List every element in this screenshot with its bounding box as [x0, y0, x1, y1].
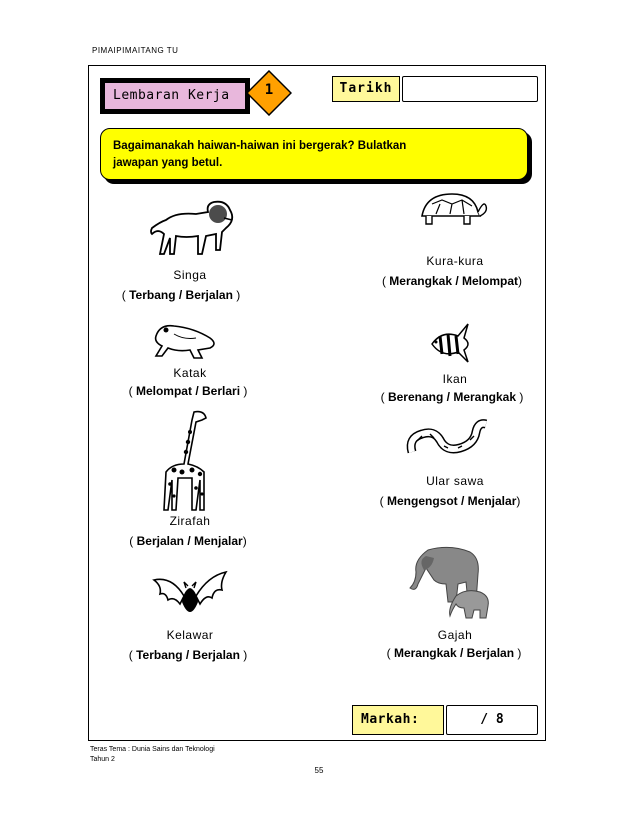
animal-name: Kura-kura [426, 254, 484, 268]
fish-icon [428, 318, 474, 366]
animal-name: Zirafah [169, 514, 211, 528]
choice-separator: / [184, 534, 195, 548]
worksheet-number: 1 [264, 82, 274, 98]
choice-option[interactable]: Berlari [202, 384, 241, 398]
elephant-icon [404, 544, 494, 620]
animal-name: Ular sawa [426, 474, 484, 488]
instruction-line-1: Bagaimanakah haiwan-haiwan ini bergerak? Bulatkan [113, 140, 407, 152]
bracket-close: ) [516, 390, 524, 404]
choice-option[interactable]: Melompat [462, 274, 519, 288]
animal-choices [96, 288, 266, 302]
tortoise-icon [416, 186, 490, 232]
choice-option[interactable]: Berjalan [136, 534, 184, 548]
choice-option[interactable]: Berenang [387, 390, 444, 404]
animal-choices [100, 384, 276, 398]
choice-separator: / [452, 274, 463, 288]
choice-option[interactable]: Merangkak [389, 274, 452, 288]
bracket-close: ) [516, 494, 521, 508]
choice-separator: / [456, 646, 467, 660]
choice-option[interactable]: Terbang [129, 288, 176, 302]
animal-name: Ikan [442, 372, 468, 386]
choice-option[interactable]: Berjalan [466, 646, 515, 660]
animal-choices [100, 534, 276, 548]
animal-choices [364, 646, 544, 660]
choice-separator: / [457, 494, 468, 508]
worksheet-title: Lembaran Kerja [104, 82, 246, 110]
bracket-open: ( [386, 646, 394, 660]
bracket-close: ) [232, 288, 241, 302]
footer-theme: Teras Tema : Dunia Sains dan Teknologi [90, 746, 215, 753]
animal-choices [364, 390, 540, 404]
animal-name: Singa [173, 268, 207, 282]
bat-icon [150, 566, 230, 624]
choice-separator: / [182, 648, 193, 662]
bracket-open: ( [121, 288, 130, 302]
bracket-close: ) [242, 534, 247, 548]
page-number: 55 [314, 766, 324, 775]
instruction-box [100, 128, 528, 180]
bracket-close: ) [239, 648, 248, 662]
choice-separator: / [443, 390, 454, 404]
frog-icon [150, 318, 222, 360]
choice-option[interactable]: Menjalar [194, 534, 243, 548]
choice-option[interactable]: Terbang [136, 648, 183, 662]
bracket-open: ( [380, 390, 388, 404]
footer-info [90, 745, 215, 765]
animal-choices [100, 648, 276, 662]
bracket-open: ( [379, 494, 387, 508]
date-field[interactable] [402, 76, 538, 102]
score-label: Markah: [352, 705, 444, 735]
bracket-open: ( [129, 534, 137, 548]
python-snake-icon [404, 418, 490, 462]
choice-separator: / [191, 384, 202, 398]
footer-year: Tahun 2 [90, 756, 115, 763]
lion-icon [146, 198, 238, 260]
bracket-close: ) [514, 646, 522, 660]
instruction-line-2: jawapan yang betul. [113, 157, 223, 169]
choice-option[interactable]: Mengengsot [386, 494, 458, 508]
score-field[interactable]: / 8 [446, 705, 538, 735]
bracket-close: ) [518, 274, 523, 288]
page-header: PIMAIPIMAITANG TU [92, 46, 179, 55]
bracket-open: ( [381, 274, 390, 288]
giraffe-icon [158, 408, 218, 512]
date-label: Tarikh [332, 76, 400, 102]
bracket-open: ( [128, 384, 136, 398]
choice-separator: / [175, 288, 186, 302]
bracket-close: ) [240, 384, 248, 398]
animal-name: Gajah [437, 628, 473, 642]
choice-option[interactable]: Merangkak [393, 646, 457, 660]
animal-name: Kelawar [166, 628, 214, 642]
choice-option[interactable]: Berjalan [192, 648, 240, 662]
choice-option[interactable]: Merangkak [453, 390, 517, 404]
bracket-open: ( [128, 648, 137, 662]
choice-option[interactable]: Berjalan [185, 288, 233, 302]
animal-choices [360, 274, 544, 288]
choice-option[interactable]: Menjalar [467, 494, 517, 508]
animal-name: Katak [173, 366, 207, 380]
choice-option[interactable]: Melompat [135, 384, 192, 398]
animal-choices [360, 494, 540, 508]
